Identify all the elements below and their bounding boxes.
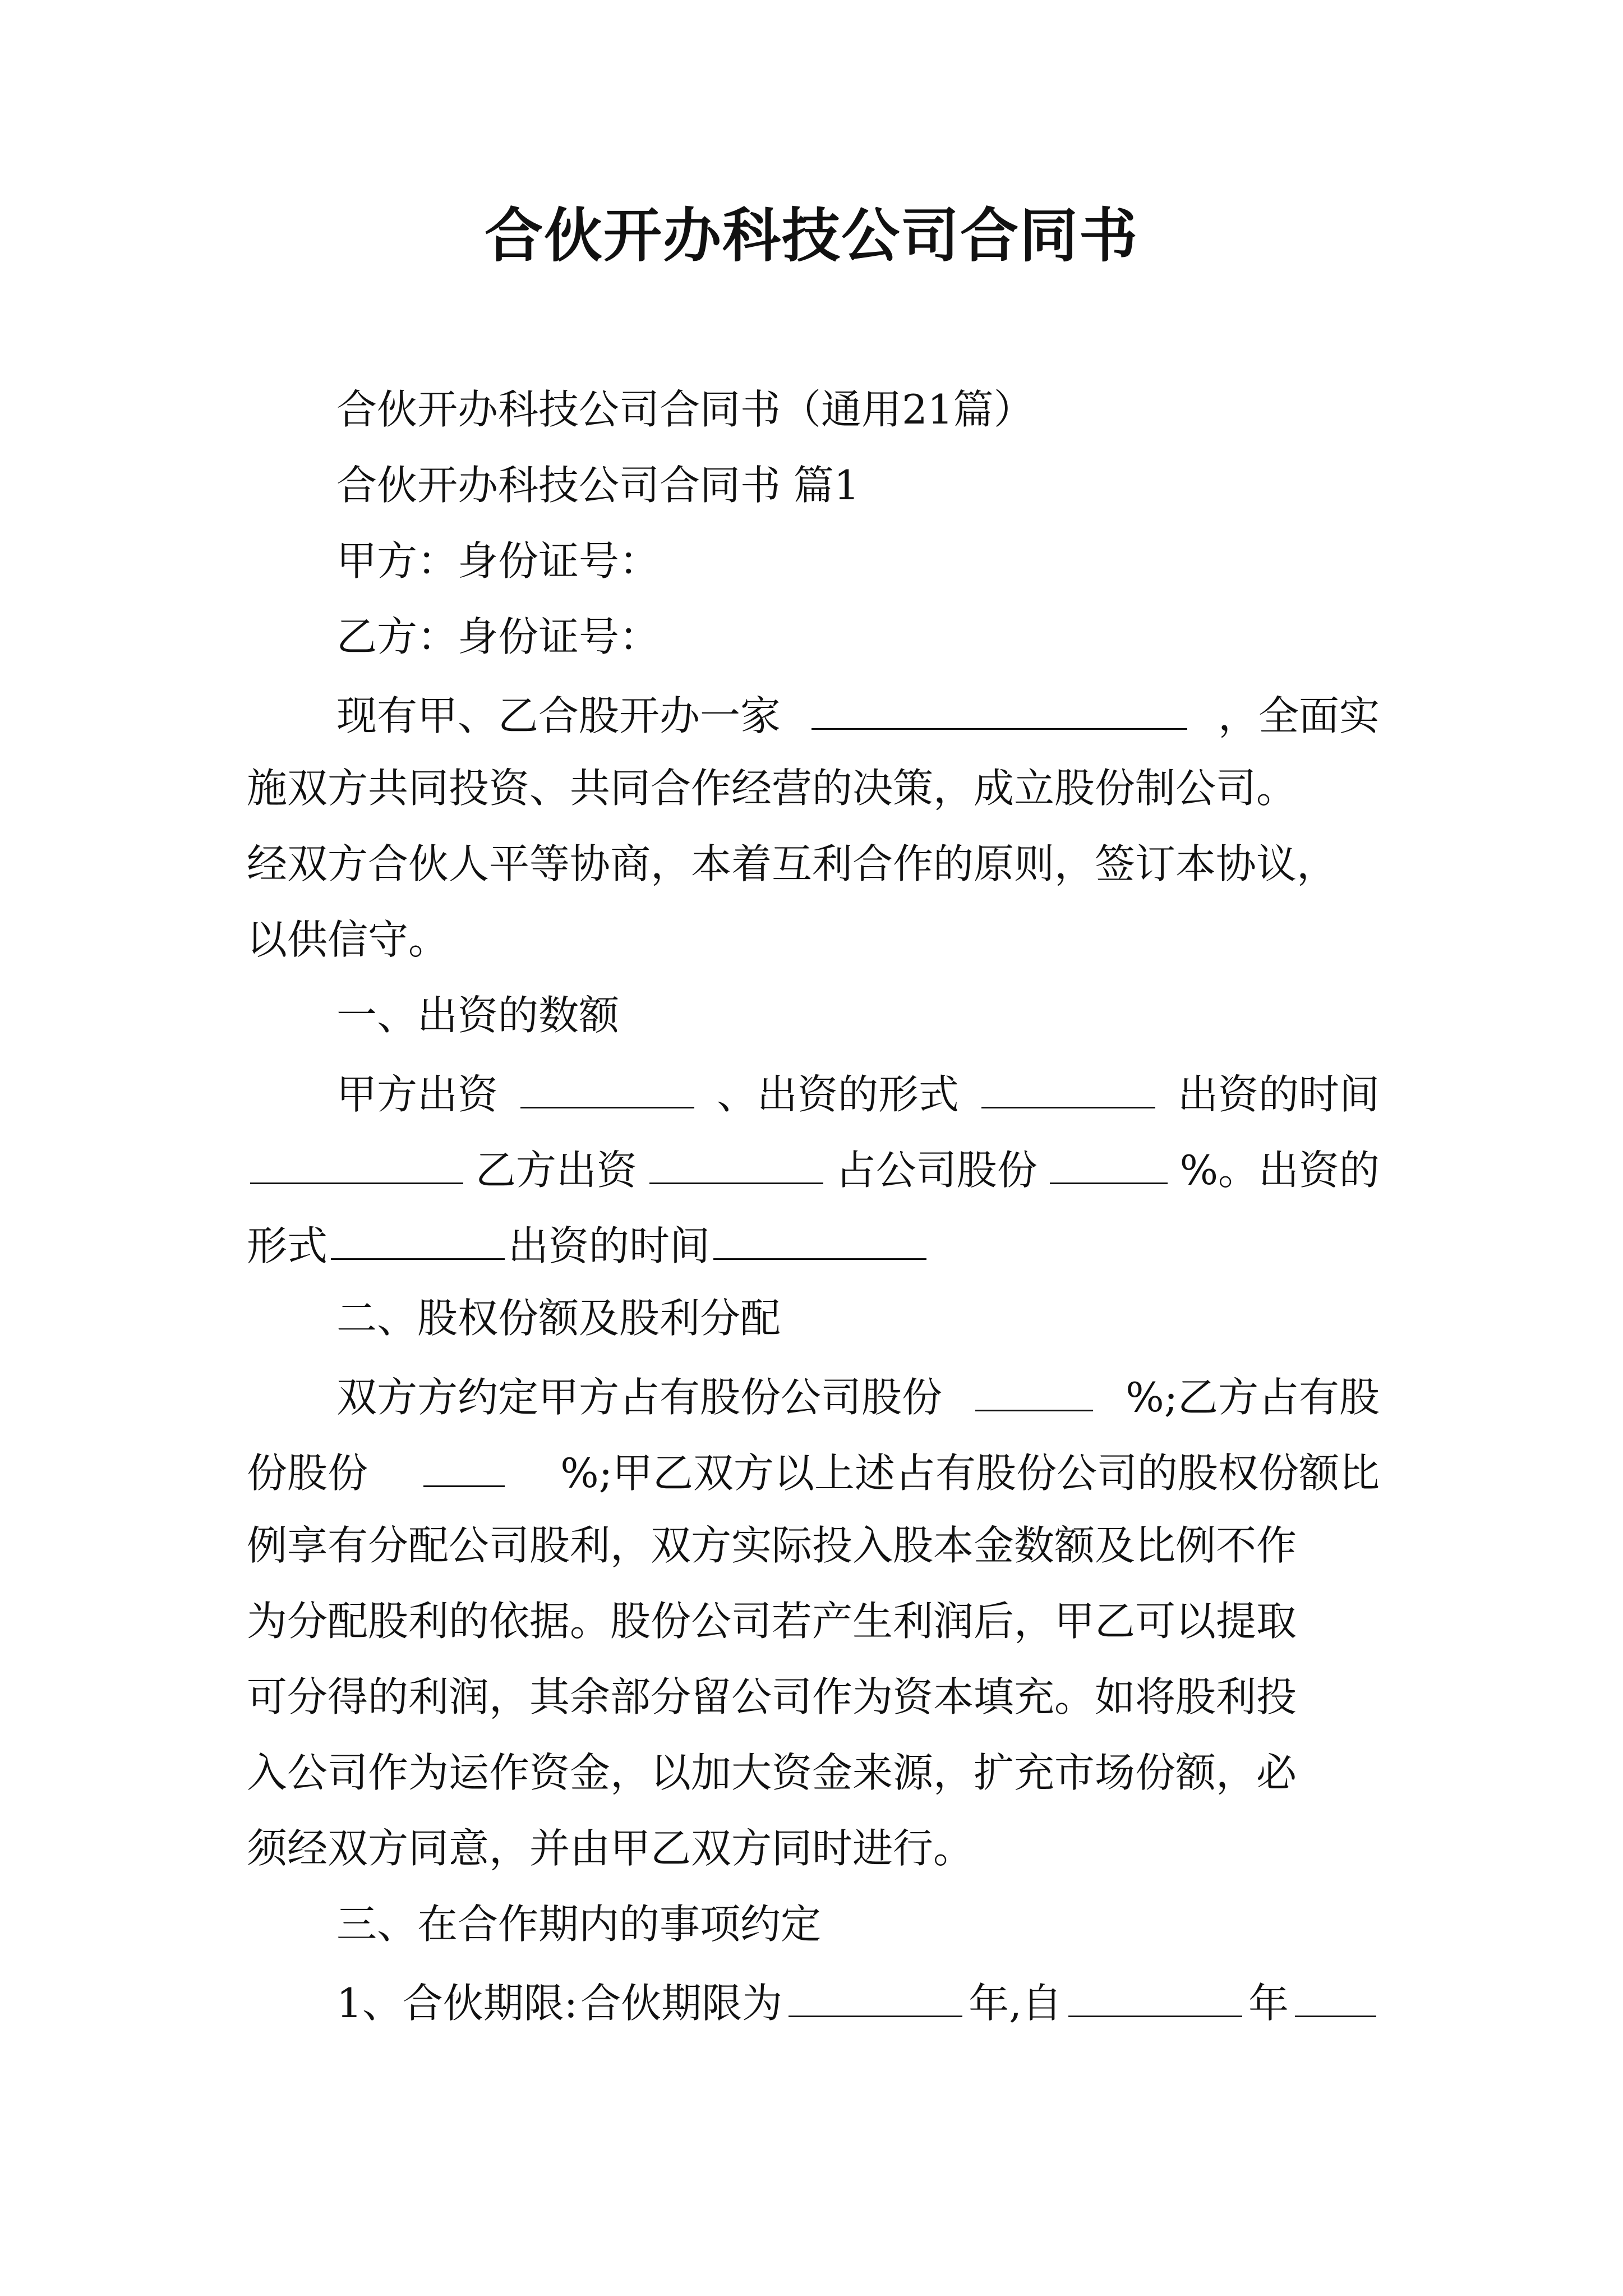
clause-2-line-1: [336, 1366, 1380, 1422]
party-b-investment-label: 乙方出资: [475, 1147, 637, 1194]
investment-form-blank: [981, 1063, 1155, 1108]
share-percent-blank: [1050, 1139, 1168, 1184]
clause-2-line-5: 可分得的利润，其余部分留公司作为资本填充。如将股利投: [247, 1673, 1297, 1720]
party-b-share-blank: [423, 1442, 505, 1487]
party-a-investment-label: 甲方出资: [336, 1071, 499, 1118]
intro-line-4: 以供信守。: [247, 916, 449, 963]
clause-2-line-4: 为分配股利的依据。股份公司若产生利润后，甲乙可以提取: [247, 1598, 1297, 1645]
intro-line-3: 经双方合伙人平等协商，本着互利合作的原则，签订本协议，: [247, 840, 1338, 887]
year-text: 年: [1248, 1980, 1289, 2027]
intro-line-1: [336, 684, 1380, 740]
party-b-form-blank: [331, 1214, 505, 1260]
form-label: 形式: [247, 1222, 328, 1269]
intro-line-2: 施双方共同投资、共同合作经营的决策，成立股份制公司。: [247, 765, 1297, 812]
term-from-text: 年,自: [969, 1980, 1062, 2027]
start-year-blank: [1068, 1972, 1242, 2017]
term-text: 合伙期限为: [580, 1980, 783, 2027]
share-tail: %。出资的: [1179, 1147, 1380, 1194]
clause-2-line-3: 例享有分配公司股利，双方实际投入股本金数额及比例不作: [247, 1522, 1297, 1569]
party-a-line: 甲方：身份证号：: [336, 537, 660, 585]
party-b-investment-blank: [649, 1139, 823, 1184]
investment-form-label: 、出资的形式: [716, 1071, 959, 1118]
term-label: 1、合伙期限:: [336, 1980, 578, 2027]
clause-3-line-1: [336, 1972, 1380, 2028]
subtitle: 合伙开办科技公司合同书（通用21篇）: [336, 386, 1034, 433]
share-label: 占公司股份: [835, 1147, 1038, 1194]
intro-text-after: ，全面实: [1218, 692, 1380, 739]
clause-2-line-7: 须经双方同意，并由甲乙双方同时进行。: [247, 1825, 974, 1872]
term-years-blank: [789, 1972, 962, 2017]
party-a-share-text: 双方方约定甲方占有股份公司股份: [336, 1374, 943, 1421]
start-month-blank: [1295, 1972, 1376, 2017]
clause-2-line-2: [247, 1442, 1380, 1498]
intro-text-before: 现有甲、乙合股开办一家: [336, 692, 781, 739]
party-b-share-text: %;乙方占有股: [1126, 1374, 1380, 1421]
party-b-line: 乙方：身份证号：: [336, 613, 660, 660]
document-title: 合伙开办科技公司合同书: [484, 201, 1138, 270]
company-name-blank: [811, 684, 1187, 730]
share-ratio-text: %;甲乙双方以上述占有股份公司的股权份额比: [560, 1450, 1380, 1497]
clause-1-line-1: [336, 1063, 1380, 1119]
clause-2-line-6: 入公司作为运作资金，以加大资金来源，扩充市场份额，必: [247, 1749, 1297, 1796]
section-heading: 合伙开办科技公司合同书 篇1: [336, 462, 860, 509]
party-a-share-blank: [975, 1366, 1093, 1411]
clause-1-line-3: [247, 1214, 1380, 1271]
clause-3-heading: 三、在合作期内的事项约定: [336, 1901, 822, 1948]
clause-1-heading: 一、出资的数额: [336, 992, 620, 1039]
investment-time-label: 出资的时间: [1177, 1071, 1380, 1118]
clause-2-heading: 二、股权份额及股利分配: [336, 1295, 781, 1342]
clause-1-line-2: [247, 1139, 1380, 1195]
time-label: 出资的时间: [508, 1222, 711, 1269]
investment-time-blank: [250, 1139, 463, 1184]
party-b-time-blank: [713, 1214, 926, 1260]
party-a-investment-blank: [520, 1063, 694, 1108]
share-text: 份股份: [247, 1450, 368, 1497]
